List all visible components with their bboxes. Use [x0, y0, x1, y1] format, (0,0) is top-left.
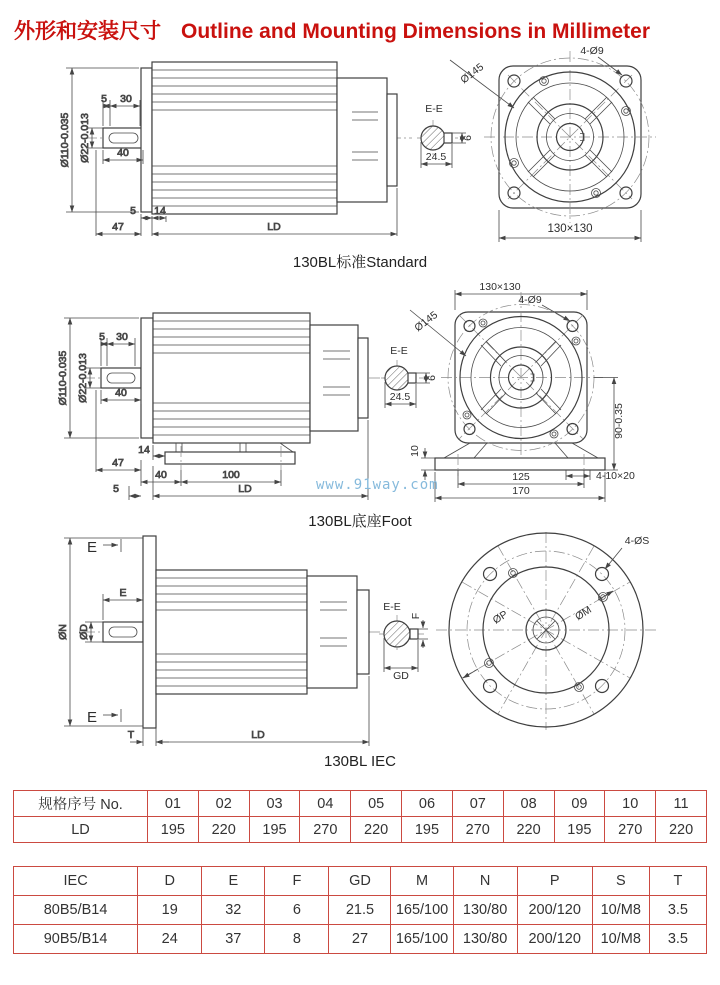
cell: 19 [138, 896, 202, 925]
cell: 10/M8 [592, 925, 649, 954]
cell: 220 [503, 817, 554, 843]
dim-5b: 5 [130, 205, 136, 217]
dim-ld: LD [267, 221, 281, 233]
header-cell: M [391, 867, 453, 896]
dim-key-h: 6 [426, 375, 438, 381]
dim-5a: 5 [101, 93, 107, 105]
dim-30: 30 [116, 331, 128, 343]
dim-bolt-circle: Ø145 [458, 61, 487, 87]
header-cell: 10 [605, 791, 656, 817]
cell: 32 [202, 896, 265, 925]
cell: 195 [554, 817, 605, 843]
dim-125: 125 [512, 471, 530, 483]
foot-caption: 130BL底座Foot [308, 513, 412, 530]
dim-10: 10 [409, 445, 421, 457]
cell: 37 [202, 925, 265, 954]
iec-table [13, 866, 707, 954]
header-cell: 规格序号 No. [14, 791, 148, 817]
dim-30: 30 [120, 93, 132, 105]
cell: 80B5/B14 [14, 896, 138, 925]
header-cell: 01 [148, 791, 199, 817]
cell: 195 [148, 817, 199, 843]
standard-drawing [0, 42, 720, 250]
cell: 24 [138, 925, 202, 954]
cell: 165/100 [391, 896, 453, 925]
dim-dp: ØP [490, 608, 511, 627]
dim-key-w: 24.5 [425, 151, 447, 163]
header-cell: P [517, 867, 592, 896]
dim-40: 40 [115, 387, 127, 399]
dim-bolt-circle: Ø145 [412, 309, 441, 335]
header-cell: 06 [402, 791, 453, 817]
dim-pilot-dia: Ø110-0.035 [57, 350, 69, 406]
cell: 220 [351, 817, 402, 843]
header-cell: 09 [554, 791, 605, 817]
dim-5a: 5 [99, 331, 105, 343]
dim-shaft-dia: Ø22-0.013 [77, 353, 89, 403]
foot-front-view [409, 281, 635, 502]
dim-square: 130×130 [479, 281, 521, 293]
dim-dn: ØN [57, 624, 69, 640]
dim-height-90: 90-0.35 [613, 403, 625, 439]
spec-table-ld-row [14, 817, 707, 843]
standard-caption: 130BL标准Standard [292, 254, 428, 271]
iec-table-row-90 [14, 925, 707, 954]
cell: 3.5 [649, 896, 706, 925]
dim-shaft-dia: Ø22-0.013 [79, 113, 91, 163]
foot-section-ee [381, 345, 438, 408]
cell: 10/M8 [592, 896, 649, 925]
cell: 220 [198, 817, 249, 843]
dim-100: 100 [222, 469, 240, 481]
header-cell: 08 [503, 791, 554, 817]
cell: 21.5 [329, 896, 391, 925]
dim-47: 47 [112, 221, 124, 233]
section-mark-bottom: E [86, 709, 98, 726]
iec-table-row-80 [14, 896, 707, 925]
dim-ld: LD [251, 729, 265, 741]
dim-t: T [127, 729, 135, 741]
header-cell: GD [329, 867, 391, 896]
standard-side-view [86, 62, 412, 214]
header-cell: F [265, 867, 329, 896]
iec-caption: 130BL IEC [324, 753, 396, 770]
iec-side-view [84, 536, 400, 728]
dim-dd: ØD [78, 624, 90, 640]
section-label: E-E [383, 601, 401, 613]
cell: 27 [329, 925, 391, 954]
page-title-en: Outline and Mounting Dimensions in Millimeter [181, 20, 651, 43]
iec-section-ee [379, 601, 428, 682]
standard-front-view [450, 45, 656, 242]
header-cell: 05 [351, 791, 402, 817]
cell: 165/100 [391, 925, 453, 954]
dim-5c: 5 [113, 483, 119, 495]
cell: 8 [265, 925, 329, 954]
cell: 130/80 [453, 925, 517, 954]
iec-table-header-row [14, 867, 707, 896]
dim-holes: 4-ØS [624, 535, 650, 547]
dim-holes: 4-Ø9 [518, 294, 542, 306]
spec-table [13, 790, 707, 843]
header-cell: 03 [249, 791, 300, 817]
header-cell: IEC [14, 867, 138, 896]
header-cell: 07 [452, 791, 503, 817]
dim-dm: ØM [573, 603, 594, 624]
section-label: E-E [390, 345, 408, 357]
cell: 270 [300, 817, 351, 843]
dim-pilot-dia: Ø110-0.035 [59, 112, 71, 168]
dim-14: 14 [154, 205, 166, 217]
cell: 195 [249, 817, 300, 843]
dim-key-h: 6 [462, 135, 474, 141]
dim-40: 40 [117, 147, 129, 159]
dim-holes: 4-Ø9 [580, 45, 604, 57]
dim-14: 14 [138, 444, 150, 456]
cell: 195 [402, 817, 453, 843]
cell: 270 [605, 817, 656, 843]
cell: LD [14, 817, 148, 843]
dim-47: 47 [112, 457, 124, 469]
dim-ld: LD [238, 483, 252, 495]
cell: 3.5 [649, 925, 706, 954]
dim-e: E [119, 587, 127, 599]
dim-slots: 4-10×20 [596, 470, 635, 482]
section-mark-top: E [86, 539, 98, 556]
spec-table-header-row [14, 791, 707, 817]
header-cell: E [202, 867, 265, 896]
cell: 220 [656, 817, 707, 843]
header-cell: 11 [656, 791, 707, 817]
header-cell: N [453, 867, 517, 896]
foot-side-view [84, 313, 414, 470]
cell: 200/120 [517, 896, 592, 925]
dim-gd: GD [393, 670, 409, 682]
cell: 6 [265, 896, 329, 925]
header-cell: S [592, 867, 649, 896]
cell: 200/120 [517, 925, 592, 954]
header-cell: 02 [198, 791, 249, 817]
cell: 90B5/B14 [14, 925, 138, 954]
standard-section-ee [417, 103, 474, 168]
header-cell: 04 [300, 791, 351, 817]
page-title [14, 15, 650, 45]
iec-drawing [0, 532, 720, 782]
page-title-zh: 外形和安装尺寸 [14, 20, 161, 43]
header-cell: D [138, 867, 202, 896]
header-cell: T [649, 867, 706, 896]
section-label: E-E [425, 103, 443, 115]
iec-front-view [436, 532, 658, 730]
cell: 270 [452, 817, 503, 843]
cell: 130/80 [453, 896, 517, 925]
dim-square: 130×130 [547, 223, 593, 235]
dim-key-w: 24.5 [389, 391, 411, 403]
dim-40b: 40 [155, 469, 167, 481]
watermark: www.91way.com [316, 477, 439, 493]
dim-f: F [410, 612, 422, 620]
dim-170: 170 [512, 485, 530, 497]
